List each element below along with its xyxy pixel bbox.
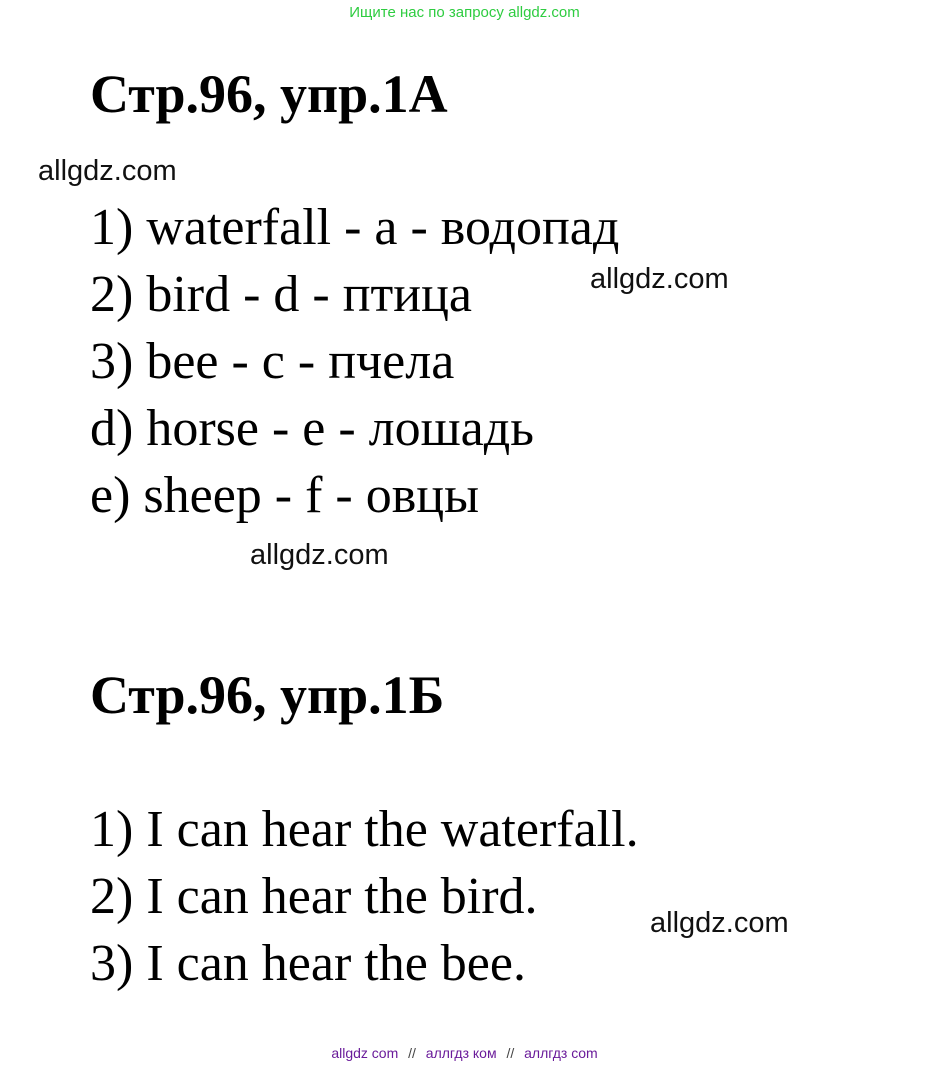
footer-link[interactable]: allgdz com: [331, 1045, 399, 1061]
list-item: 1) waterfall - a - водопад: [90, 199, 620, 256]
list-item: 3) I can hear the bee.: [90, 935, 526, 992]
list-item: d) horse - e - лошадь: [90, 400, 534, 457]
top-banner: Ищите нас по запросу allgdz.com: [349, 4, 580, 21]
watermark: allgdz.com: [250, 539, 389, 571]
list-item: e) sheep - f - овцы: [90, 467, 480, 524]
footer-link[interactable]: аллгдз ком: [425, 1045, 497, 1061]
section-b-heading: Стр.96, упр.1Б: [90, 665, 445, 725]
footer: [0, 1045, 929, 1061]
list-item: 2) I can hear the bird.: [90, 868, 538, 925]
watermark: allgdz.com: [590, 263, 729, 295]
footer-link[interactable]: аллгдз com: [524, 1045, 598, 1061]
watermark: allgdz.com: [650, 907, 789, 939]
list-item: 1) I can hear the waterfall.: [90, 801, 639, 858]
footer-separator: //: [506, 1045, 515, 1061]
list-item: 3) bee - c - пчела: [90, 333, 455, 390]
list-item: 2) bird - d - птица: [90, 266, 473, 323]
section-a-heading: Стр.96, упр.1А: [90, 64, 448, 124]
watermark: allgdz.com: [38, 155, 177, 187]
footer-separator: //: [408, 1045, 416, 1061]
